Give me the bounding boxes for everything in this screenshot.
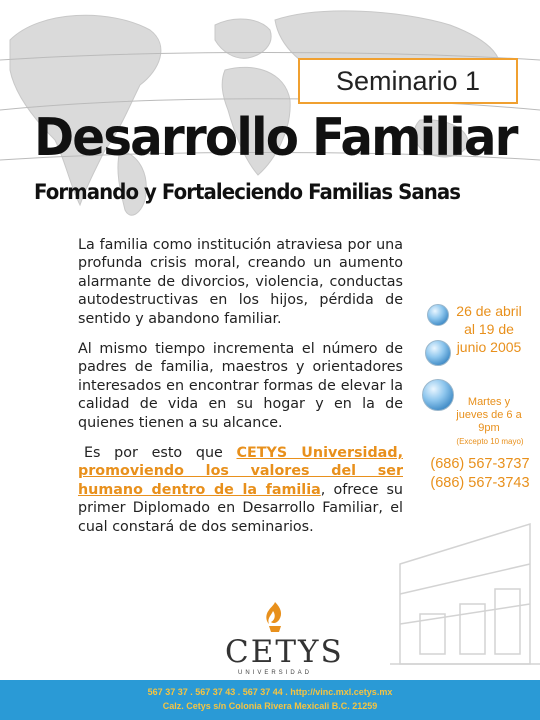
bubble-icon [422,379,454,411]
footer-bar [0,680,540,720]
footer-address: Calz. Cetys s/n Colonia Rivera Mexicali B.C. 21259 [162,701,378,711]
paragraph-crisis: La familia como institución atraviesa por una profunda crisis moral, creando un aumento alarmante de divorcios, violencia, conductas autodestructivas en los hijos, pérdida de sentido y abandono familiar. [78,237,403,327]
footer-contact: 567 37 37 . 567 37 43 . 567 37 44 . http://vinc.mxl.cetys.mx [147,687,393,697]
course-schedule: Martes y jueves de 6 a 9pm [456,396,522,434]
logo-name: CETYS [225,634,344,670]
page-title: Desarrollo Familiar [34,108,517,168]
contact-phones: (686) 567-3737 (686) 567-3743 [430,456,530,491]
logo-subtitle: UNIVERSIDAD [237,670,312,676]
body-text [78,236,403,548]
offer-rest: , ofrece su primer Diplomado en Desarrollo Familiar, el cual constará de dos seminarios. [78,481,403,535]
flame-icon [263,600,287,634]
seminar-badge: Seminario 1 [298,58,518,104]
page-subtitle: Formando y Fortaleciendo Familias Sanas [34,180,461,204]
building-illustration [390,464,540,674]
cetys-logo [225,600,344,680]
bubble-icon [427,304,449,326]
paragraph-interest: Al mismo tiempo incrementa el número de padres de familia, maestros y orientadores interesados en encontrar formas de elevar la calidad de vida en su hogar y en la de quienes tienen a su alcance. [78,341,403,431]
cetys-highlight: CETYS Universidad, promoviendo los valores del ser humano dentro de la familia [78,445,403,498]
bubble-icon [425,340,451,366]
schedule-exception: (Excepto 10 mayo) [456,437,524,446]
offer-intro: Es por esto que [84,445,237,462]
course-dates: 26 de abril al 19 de junio 2005 [456,303,522,355]
paragraph-offer [78,444,403,536]
